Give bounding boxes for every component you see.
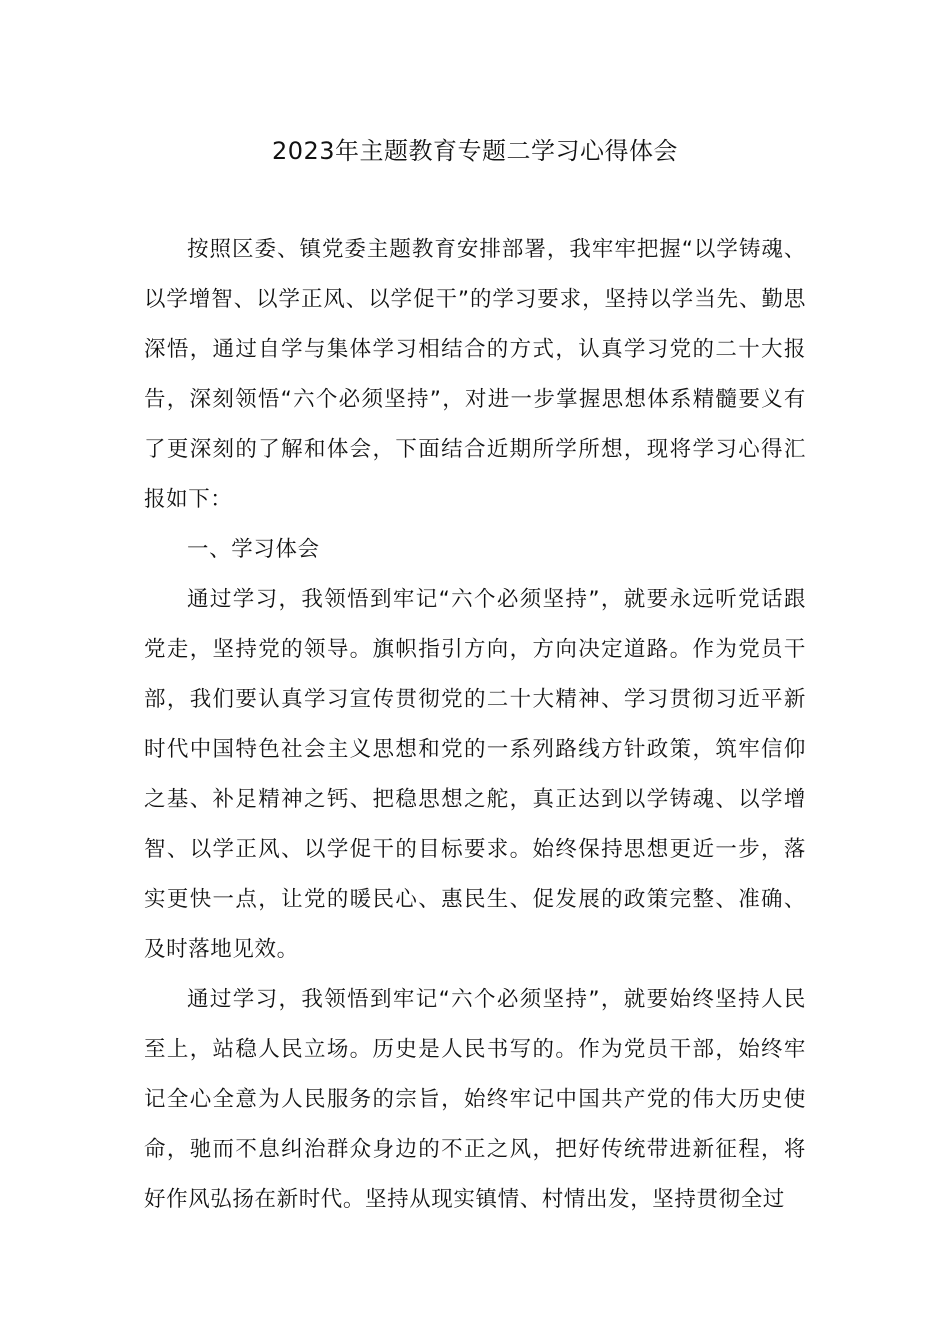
paragraph-party-leadership: 通过学习，我领悟到牢记“六个必须坚持”，就要永远听党话跟党走，坚持党的领导。旗帜指引方向，方向决定道路。作为党员干部，我们要认真学习宣传贯彻党的二十大精神、学习贯彻习近平新时代中国特色社会主义思想和党的一系列路线方针政策，筑牢信仰之基、补足精神之钙、把稳思想之舵，真正达到以学铸魂、以学增智、以学正风、以学促干的目标要求。始终保持思想更近一步，落实更快一点，让党的暖民心、惠民生、促发展的政策完整、准确、及时落地见效。 — [144, 587, 806, 962]
paragraph-intro: 按照区委、镇党委主题教育安排部署，我牢牢把握“以学铸魂、以学增智、以学正风、以学促干”的学习要求，坚持以学当先、勤思深悟，通过自学与集体学习相结合的方式，认真学习党的二十大报告，深刻领悟“六个必须坚持”，对进一步掌握思想体系精髓要义有了更深刻的了解和体会，下面结合近期所学所想，现将学习心得汇报如下： — [144, 237, 806, 512]
paragraph-people-first: 通过学习，我领悟到牢记“六个必须坚持”，就要始终坚持人民至上，站稳人民立场。历史是人民书写的。作为党员干部，始终牢记全心全意为人民服务的宗旨，始终牢记中国共产党的伟大历史使命，驰而不息纠治群众身边的不正之风，把好传统带进新征程，将好作风弘扬在新时代。坚持从现实镇情、村情出发，坚持贯彻全过 — [144, 987, 806, 1212]
document-body — [144, 225, 806, 1225]
section-heading-learning: 一、学习体会 — [187, 537, 320, 562]
document-title: 2023年主题教育专题二学习心得体会 — [271, 137, 679, 165]
